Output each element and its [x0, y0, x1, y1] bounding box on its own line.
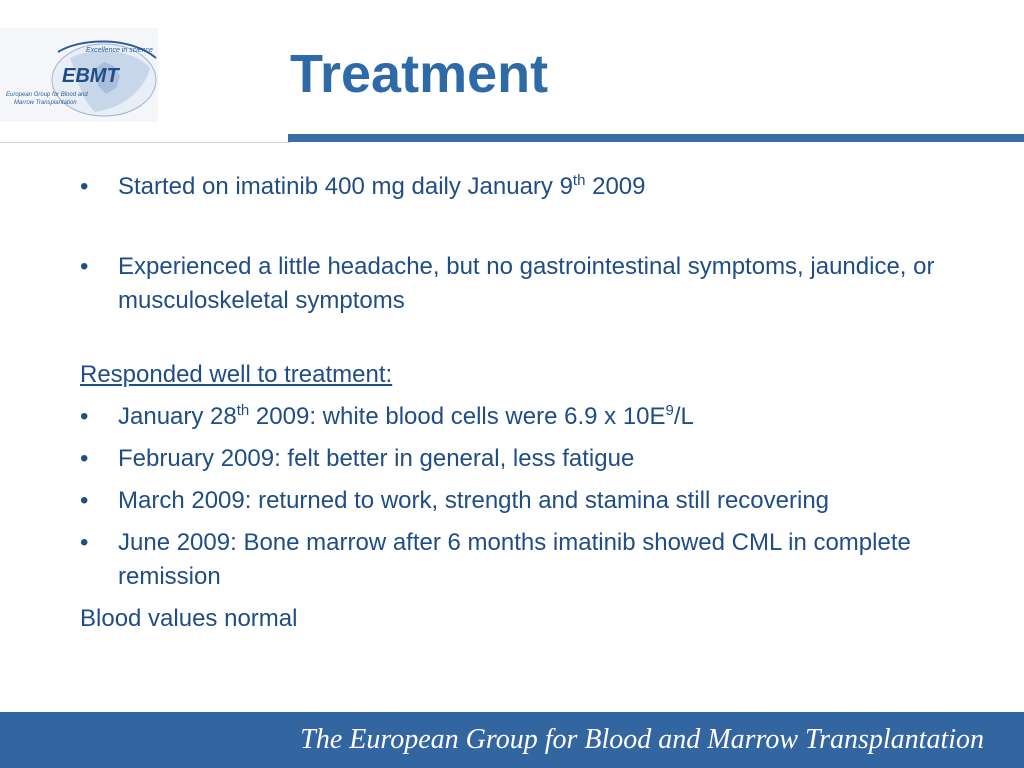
bullet-item: • February 2009: felt better in general, less fatigue [80, 442, 1010, 476]
bullet-marker: • [80, 173, 89, 200]
bullet-marker: • [80, 253, 89, 280]
bullet-item: • June 2009: Bone marrow after 6 months imatinib showed CML in complete remission [80, 526, 1010, 594]
bullet-marker: • [80, 403, 89, 430]
closing-note: Blood values normal [80, 605, 298, 632]
bullet-item: • January 28th 2009: white blood cells were 6.9 x $10E^9/L$ [80, 400, 1010, 434]
bullet-marker: • [80, 445, 89, 472]
slide-content [80, 170, 1010, 636]
svg-text:European Group for Blood and: European Group for Blood and [6, 92, 88, 98]
svg-text:EBMT: EBMT [62, 65, 119, 87]
bullet-item: • Experienced a little headache, but no gastrointestinal symptoms, jaundice, or musculoskeletal symptoms [80, 250, 1010, 318]
footer-text: The European Group for Blood and Marrow Transplantation [300, 724, 984, 755]
bullet-item: • March 2009: returned to work, strength and stamina still recovering [80, 484, 1010, 518]
slide-title: Treatment [290, 44, 549, 104]
title-divider-thin [0, 142, 290, 143]
title-divider [288, 134, 1024, 142]
bullet-marker: • [80, 487, 89, 514]
svg-text:Excellence in science: Excellence in science [86, 47, 153, 54]
ebmt-logo [0, 28, 158, 122]
svg-text:Marrow Transplantation: Marrow Transplantation [14, 100, 77, 106]
response-heading: Responded well to treatment: [80, 361, 393, 388]
bullet-marker: • [80, 529, 89, 556]
footer-bar [0, 712, 1024, 768]
bullet-item: • Started on imatinib 400 mg daily January 9th 2009 [80, 170, 1010, 204]
